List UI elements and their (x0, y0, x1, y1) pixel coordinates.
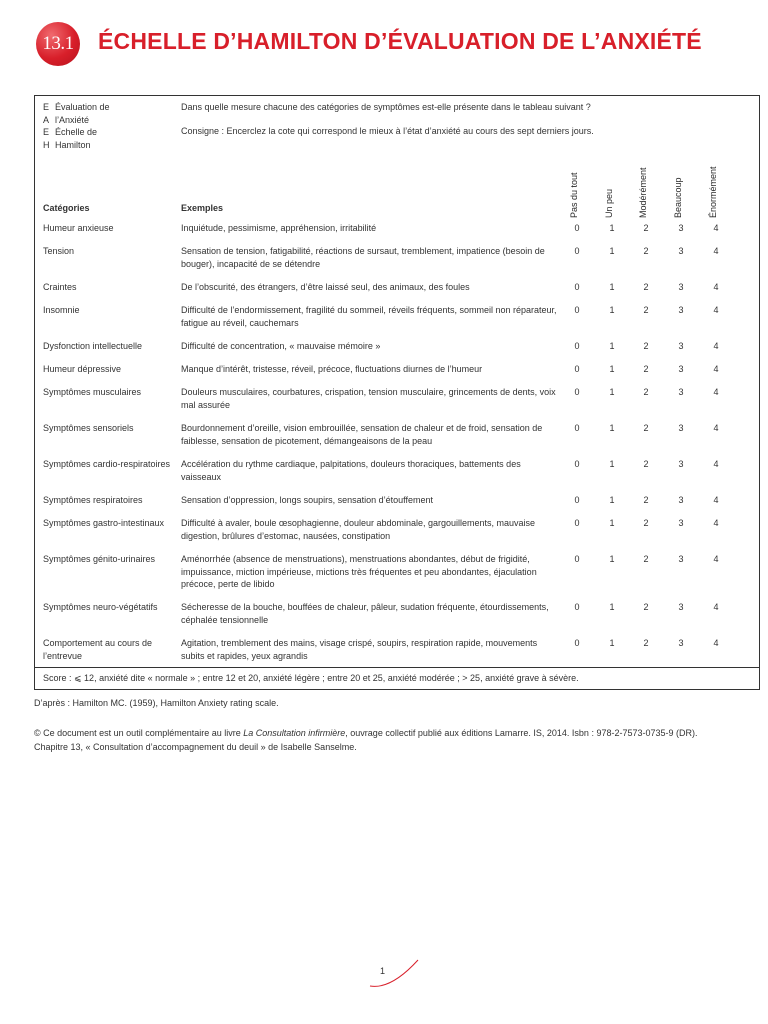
score-option-3[interactable]: 3 (678, 364, 684, 374)
score-option-3[interactable]: 3 (678, 246, 684, 256)
score-option-1[interactable]: 1 (609, 459, 615, 469)
column-header-moderement: Modérément (638, 167, 648, 218)
score-option-3[interactable]: 3 (678, 341, 684, 351)
page-title: ÉCHELLE D’HAMILTON D’ÉVALUATION DE L’ANXIÉTÉ (98, 28, 702, 54)
score-option-4[interactable]: 4 (713, 495, 719, 505)
acrostic-line: A l’Anxiété (43, 114, 90, 125)
score-option-1[interactable]: 1 (609, 364, 615, 374)
question-text: Dans quelle mesure chacune des catégories de symptômes est-elle présente dans le tableau suivant ? (181, 102, 591, 112)
score-option-2[interactable]: 2 (643, 364, 649, 374)
score-option-2[interactable]: 2 (643, 223, 649, 233)
score-option-2[interactable]: 2 (643, 282, 649, 292)
hamilton-table (34, 95, 760, 690)
score-option-3[interactable]: 3 (678, 387, 684, 397)
score-option-4[interactable]: 4 (713, 387, 719, 397)
score-option-3[interactable]: 3 (678, 305, 684, 315)
score-option-1[interactable]: 1 (609, 638, 615, 648)
page-swoosh-icon (368, 958, 422, 990)
row-examples: Sensation d’oppression, longs soupirs, sensation d’étouffement (181, 495, 433, 505)
row-category: Humeur anxieuse (43, 223, 114, 233)
score-option-3[interactable]: 3 (678, 459, 684, 469)
score-option-2[interactable]: 2 (643, 387, 649, 397)
row-examples: Inquiétude, pessimisme, appréhension, irritabilité (181, 223, 377, 233)
row-category: Symptômes cardio-respiratoires (43, 459, 171, 469)
row-examples: Manque d’intérêt, tristesse, réveil, précoce, fluctuations diurnes de l’humeur (181, 364, 483, 374)
score-option-1[interactable]: 1 (609, 341, 615, 351)
score-option-1[interactable]: 1 (609, 387, 615, 397)
row-category: Tension (43, 246, 75, 256)
score-option-2[interactable]: 2 (643, 459, 649, 469)
column-header-examples: Exemples (181, 203, 224, 213)
row-examples: Difficulté de concentration, « mauvaise mémoire » (181, 341, 381, 351)
score-option-0[interactable]: 0 (574, 223, 580, 233)
table-row (35, 281, 761, 304)
score-option-4[interactable]: 4 (713, 423, 719, 433)
score-option-4[interactable]: 4 (713, 282, 719, 292)
row-category: Symptômes génito-urinaires (43, 554, 156, 564)
table-row (35, 245, 761, 281)
score-option-0[interactable]: 0 (574, 305, 580, 315)
row-examples: Agitation, tremblement des mains, visage crispé, soupirs, respiration rapide, mouvements subits et rapides, yeux agrandis (181, 638, 538, 661)
score-option-3[interactable]: 3 (678, 638, 684, 648)
score-option-0[interactable]: 0 (574, 518, 580, 528)
score-option-3[interactable]: 3 (678, 423, 684, 433)
table-row (35, 386, 761, 422)
table-row (35, 304, 761, 340)
column-header-pas-du-tout: Pas du tout (569, 172, 579, 218)
score-option-2[interactable]: 2 (643, 638, 649, 648)
row-examples: De l’obscurité, des étrangers, d’être laissé seul, des animaux, des foules (181, 282, 470, 292)
row-examples: Aménorrhée (absence de menstruations), menstruations abondantes, début de frigidité, impuissance, miction impérieuse, mictions très fréquentes et peu abondantes, éjaculation précoce, perte de libido (181, 554, 537, 590)
row-examples: Accélération du rythme cardiaque, palpitations, douleurs thoraciques, battements des vaisseaux (181, 459, 521, 482)
score-option-1[interactable]: 1 (609, 423, 615, 433)
score-option-3[interactable]: 3 (678, 518, 684, 528)
row-examples: Douleurs musculaires, courbatures, crispation, tension musculaire, grincements de dents, voix mal assurée (181, 387, 556, 410)
page-number: 1 (380, 966, 386, 976)
table-row (35, 494, 761, 517)
score-option-4[interactable]: 4 (713, 459, 719, 469)
score-option-0[interactable]: 0 (574, 341, 580, 351)
score-option-2[interactable]: 2 (643, 554, 649, 564)
score-option-3[interactable]: 3 (678, 223, 684, 233)
score-option-1[interactable]: 1 (609, 602, 615, 612)
score-interpretation: Score : ⩽ 12, anxiété dite « normale » ; entre 12 et 20, anxiété légère ; entre 20 et 25, anxiété modérée ; > 25, anxiété grave à sévère. (35, 667, 759, 689)
score-option-4[interactable]: 4 (713, 638, 719, 648)
score-option-1[interactable]: 1 (609, 223, 615, 233)
acrostic-line: E Échelle de (43, 127, 98, 137)
score-option-1[interactable]: 1 (609, 495, 615, 505)
row-category: Symptômes neuro-végétatifs (43, 602, 158, 612)
score-option-2[interactable]: 2 (643, 305, 649, 315)
score-option-1[interactable]: 1 (609, 246, 615, 256)
source-citation: D’après : Hamilton MC. (1959), Hamilton Anxiety rating scale. (34, 698, 279, 708)
score-option-2[interactable]: 2 (643, 341, 649, 351)
table-row (35, 222, 761, 245)
score-option-0[interactable]: 0 (574, 638, 580, 648)
column-header-un-peu: Un peu (604, 188, 614, 218)
table-row (35, 340, 761, 363)
score-option-2[interactable]: 2 (643, 518, 649, 528)
column-header-enormement: Énormément (708, 166, 718, 218)
row-examples: Sensation de tension, fatigabilité, réactions de sursaut, tremblement, impatience (besoin de bouger), incapacité de se détendre (181, 246, 545, 269)
score-option-4[interactable]: 4 (713, 305, 719, 315)
row-category: Humeur dépressive (43, 364, 122, 374)
row-category: Insomnie (43, 305, 80, 315)
table-row (35, 553, 761, 601)
score-option-2[interactable]: 2 (643, 246, 649, 256)
row-examples: Bourdonnement d’oreille, vision embrouillée, sensation de chaleur et de froid, sensation de faiblesse, sensation de picotement, démangeaisons de la peau (181, 423, 543, 446)
acrostic (43, 101, 110, 151)
score-option-4[interactable]: 4 (713, 223, 719, 233)
row-category: Symptômes musculaires (43, 387, 142, 397)
table-row (35, 458, 761, 494)
row-category: Dysfonction intellectuelle (43, 341, 143, 351)
score-option-0[interactable]: 0 (574, 282, 580, 292)
score-option-2[interactable]: 2 (643, 495, 649, 505)
score-option-4[interactable]: 4 (713, 341, 719, 351)
score-option-0[interactable]: 0 (574, 246, 580, 256)
acrostic-line: H Hamilton (43, 139, 91, 150)
score-option-2[interactable]: 2 (643, 423, 649, 433)
score-option-4[interactable]: 4 (713, 364, 719, 374)
score-option-0[interactable]: 0 (574, 554, 580, 564)
table-row (35, 517, 761, 553)
score-option-4[interactable]: 4 (713, 518, 719, 528)
instruction-text: Consigne : Encerclez la cote qui correspond le mieux à l’état d’anxiété au cours des sept derniers jours. (181, 126, 594, 136)
table-row (35, 363, 761, 386)
acrostic-line: E Évaluation de (43, 102, 110, 112)
score-option-4[interactable]: 4 (713, 554, 719, 564)
score-option-3[interactable]: 3 (678, 554, 684, 564)
score-option-1[interactable]: 1 (609, 554, 615, 564)
row-category: Symptômes gastro-intestinaux (43, 518, 165, 528)
row-category: Symptômes sensoriels (43, 423, 134, 433)
score-option-3[interactable]: 3 (678, 602, 684, 612)
score-option-0[interactable]: 0 (574, 602, 580, 612)
score-option-1[interactable]: 1 (609, 282, 615, 292)
score-option-4[interactable]: 4 (713, 602, 719, 612)
column-header-beaucoup: Beaucoup (673, 177, 683, 218)
row-examples: Difficulté de l’endormissement, fragilité du sommeil, réveils fréquents, sommeil non réparateur, fatigue au réveil, cauchemars (181, 305, 557, 328)
score-option-2[interactable]: 2 (643, 602, 649, 612)
table-row (35, 601, 761, 637)
score-option-0[interactable]: 0 (574, 364, 580, 374)
row-category: Craintes (43, 282, 77, 292)
table-row (35, 422, 761, 458)
score-option-0[interactable]: 0 (574, 495, 580, 505)
score-option-0[interactable]: 0 (574, 387, 580, 397)
score-option-0[interactable]: 0 (574, 423, 580, 433)
row-category: Comportement au cours de l’entrevue (43, 638, 153, 661)
score-option-4[interactable]: 4 (713, 246, 719, 256)
score-option-3[interactable]: 3 (678, 495, 684, 505)
row-examples: Difficulté à avaler, boule œsophagienne, douleur abdominale, gargouillements, mauvaise digestion, brûlures d’estomac, nausées, constipation (181, 518, 536, 541)
row-category: Symptômes respiratoires (43, 495, 143, 505)
row-examples: Sécheresse de la bouche, bouffées de chaleur, pâleur, sudation fréquente, étourdissements, céphalée tensionnelle (181, 602, 549, 625)
column-header-categories: Catégories (43, 203, 90, 213)
score-option-3[interactable]: 3 (678, 282, 684, 292)
chapter-badge: 13.1 (36, 22, 80, 66)
score-option-1[interactable]: 1 (609, 305, 615, 315)
copyright-notice: © Ce document est un outil complémentaire au livre La Consultation infirmière, ouvrage collectif publié aux éditions Lamarre. IS, 2014. Isbn : 978-2-7573-0735-9 (DR). Chapitre 13, « Consultation d’accompagnement du deuil » de Isabelle Sanselme. (34, 728, 698, 752)
score-option-1[interactable]: 1 (609, 518, 615, 528)
score-option-0[interactable]: 0 (574, 459, 580, 469)
